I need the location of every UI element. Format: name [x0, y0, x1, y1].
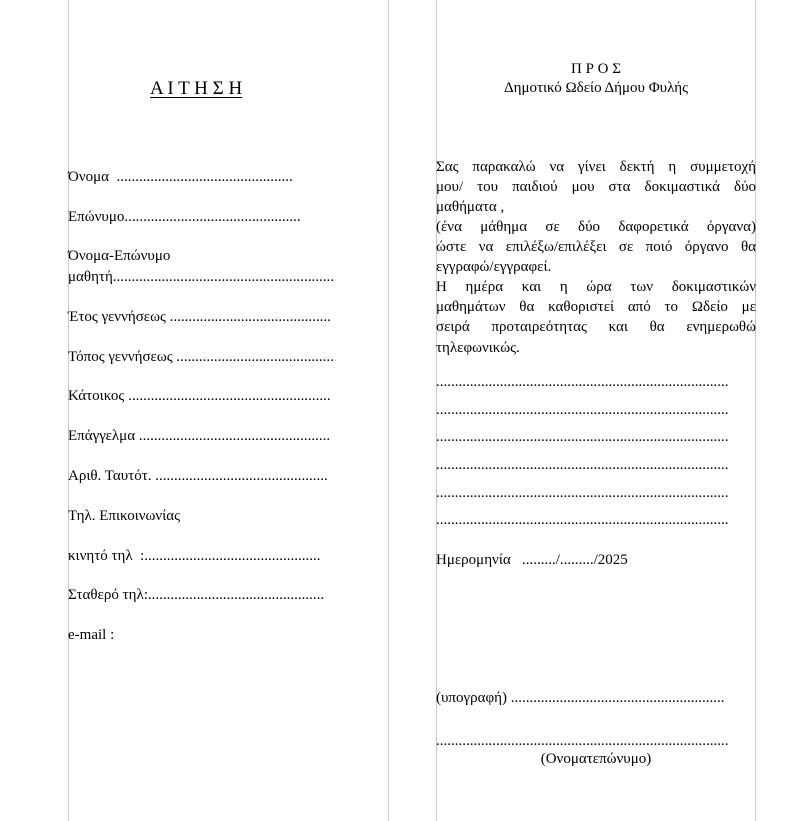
signature-field: (υπογραφή) ......................................................... [436, 690, 725, 706]
dotted-line: .............................................................................. [436, 457, 729, 473]
body-line: μαθημάτων θα καθοριστεί από το Ωδείο με [436, 299, 756, 315]
body-line: τηλεφωνικώς. [436, 340, 520, 356]
application-title: Α Ι Τ Η Σ Η [150, 78, 243, 99]
field-email: e-mail : [68, 627, 115, 643]
full-name-caption: (Ονοματεπώνυμο) [540, 751, 652, 767]
field-birth-year: Έτος γεννήσεως ........................................... [68, 309, 331, 325]
field-first-name: Όνομα ............................................... [68, 169, 293, 185]
field-student-name: μαθητή........................................................... [68, 269, 335, 285]
field-landline-phone: Σταθερό τηλ:............................................... [68, 587, 325, 603]
body-line: εγγραφώ/εγγραφεί. [436, 259, 552, 275]
column-border-left [68, 0, 69, 821]
to-heading: Π Ρ Ο Σ [571, 61, 621, 77]
body-line: Η ημέρα και η ώρα των δοκιμαστικών [436, 279, 756, 295]
field-student-name-label: Όνομα-Επώνυμο [68, 248, 171, 264]
field-birth-place: Τόπος γεννήσεως .......................................... [68, 349, 334, 365]
body-line: (ένα μάθημα σε δύο δαφορετικά όργανα) [436, 219, 756, 235]
field-last-name: Επώνυμο............................................... [68, 209, 301, 225]
dotted-line: .............................................................................. [436, 512, 729, 528]
dotted-line: .............................................................................. [436, 374, 729, 390]
recipient-name: Δημοτικό Ωδείο Δήμου Φυλής [503, 80, 689, 96]
body-line: μου/ του παιδιού μου στα δοκιμαστικά δύο [436, 179, 756, 195]
dotted-line: .............................................................................. [436, 429, 729, 445]
full-name-line: .............................................................................. [436, 733, 729, 749]
field-mobile-phone: κινητό τηλ :............................................... [68, 548, 321, 564]
field-contact-phone-label: Τηλ. Επικοινωνίας [68, 508, 181, 524]
field-residence: Κάτοικος ...................................................... [68, 388, 331, 404]
field-id-number: Αριθ. Ταυτότ. .............................................. [68, 468, 328, 484]
body-line: Σας παρακαλώ να γίνει δεκτή η συμμετοχή [436, 159, 756, 175]
column-border-middle [388, 0, 389, 821]
body-line: σειρά προταιρεότητας και θα ενημερωθώ [436, 319, 756, 335]
dotted-line: .............................................................................. [436, 402, 729, 418]
dotted-line: .............................................................................. [436, 485, 729, 501]
body-line: μαθήματα , [436, 199, 505, 215]
field-occupation: Επάγγελμα ................................................... [68, 428, 331, 444]
body-line: ώστε να επιλέξω/επιλέξει σε ποιό όργανο θα [436, 239, 756, 255]
date-field: Ημερομηνία ........./........./2025 [436, 552, 628, 568]
